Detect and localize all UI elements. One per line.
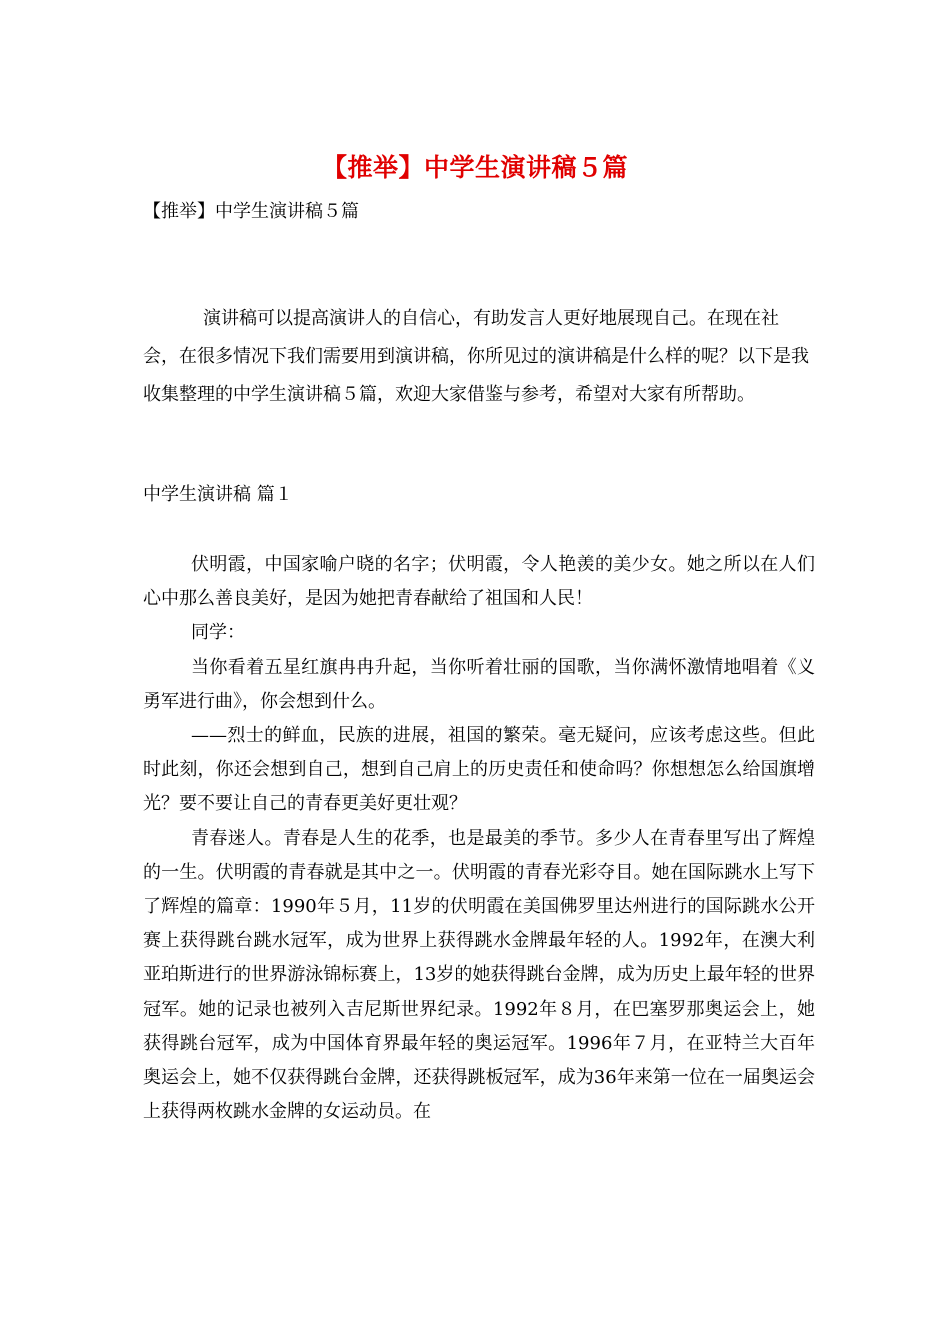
document-subtitle: 【推举】中学生演讲稿５篇 bbox=[143, 201, 359, 222]
intro-paragraph: 演讲稿可以提高演讲人的自信心，有助发言人更好地展现自己。在现在社会，在很多情况下我们需要用到演讲稿，你所见过的演讲稿是什么样的呢？以下是我收集整理的中学生演讲稿５篇，欢迎大家借鉴与参考，希望对大家有所帮助。 bbox=[143, 308, 809, 405]
body-paragraph: 当你看着五星红旗冉冉升起，当你听着壮丽的国歌，当你满怀激情地唱着《义勇军进行曲》，你会想到什么。 bbox=[143, 656, 815, 712]
document-title: 【推举】中学生演讲稿５篇 bbox=[321, 153, 628, 182]
body-paragraph: 青春迷人。青春是人生的花季，也是最美的季节。多少人在青春里写出了辉煌的一生。伏明霞的青春就是其中之一。伏明霞的青春光彩夺目。她在国际跳水上写下了辉煌的篇章：1990年５月，11岁的伏明霞在美国佛罗里达州进行的国际跳水公开赛上获得跳台跳水冠军，成为世界上获得跳水金牌最年轻的人。1992年，在澳大利亚珀斯进行的世界游泳锦标赛上，13岁的她获得跳台金牌，成为历史上最年轻的世界冠军。她的记录也被列入吉尼斯世界纪录。1992年８月，在巴塞罗那奥运会上，她获得跳台冠军，成为中国体育界最年轻的奥运冠军。1996年７月，在亚特兰大百年奥运会上，她不仅获得跳台金牌，还获得跳板冠军，成为36年来第一位在一届奥运会上获得两枚跳水金牌的女运动员。在 bbox=[143, 827, 815, 1123]
body-paragraph: 伏明霞，中国家喻户晓的名字；伏明霞，令人艳羡的美少女。她之所以在人们心中那么善良美好，是因为她把青春献给了祖国和人民！ bbox=[143, 554, 815, 610]
body-paragraph: 同学： bbox=[191, 622, 245, 644]
speech-body bbox=[143, 548, 815, 1129]
section-heading: 中学生演讲稿 篇１ bbox=[143, 484, 293, 505]
body-paragraph: ——烈士的鲜血，民族的进展，祖国的繁荣。毫无疑问，应该考虑这些。但此时此刻，你还会想到自己，想到自己肩上的历史责任和使命吗？你想想怎么给国旗增光？要不要让自己的青春更美好更壮观？ bbox=[143, 725, 815, 815]
